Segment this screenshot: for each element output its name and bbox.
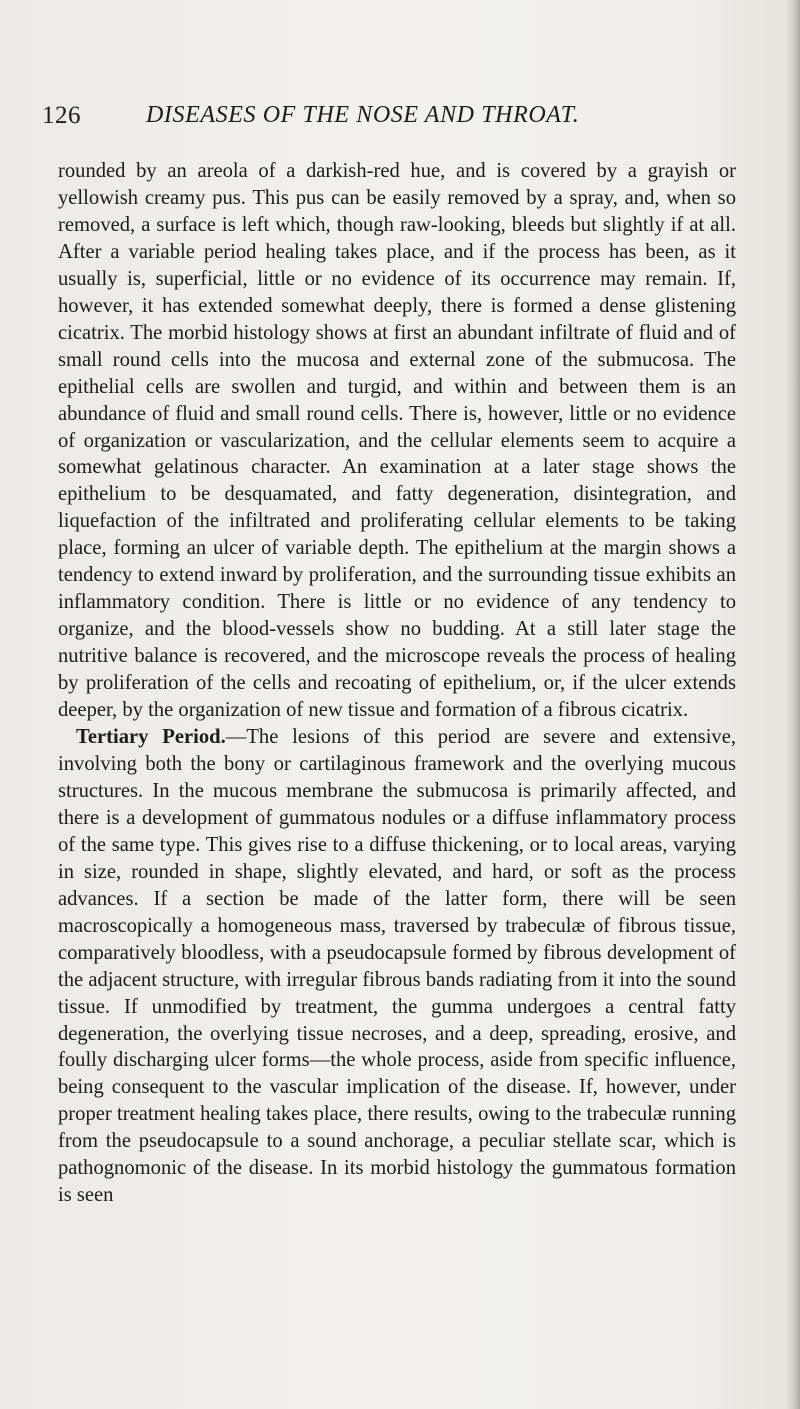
paragraph-text: rounded by an areola of a darkish-red hue, and is covered by a grayish or yellowish creamy pus. This pus can be easily removed by a spray, and, when so removed, a surface is left which, though raw-looking, bleeds but slightly if at all. After a variable period healing takes place, and if the process has been, as it usually is, superficial, little or no evidence of its occurrence may remain. If, however, it has extended somewhat deeply, there is formed a dense glistening cicatrix. The morbid histology shows at first an abundant infiltrate of fluid and of small round cells into the mucosa and external zone of the submucosa. The epithelial cells are swollen and turgid, and within and between them is an abundance of fluid and small round cells. There is, however, little or no evidence of organization or vascularization, and the cellular elements seem to acquire a somewhat gelatinous character. An examination at a later stage shows the epithelium to be desquamated, and fatty degeneration, disintegration, and liquefaction of the infiltrated and proliferating cellular elements to be taking place, forming an ulcer of variable depth. The epithelium at the margin shows a tendency to extend inward by proliferation, and the surrounding tissue exhibits an inflammatory condition. There is little or no evidence of any tendency to organize, and the blood-vessels show no budding. At a still later stage the nutritive balance is recovered, and the microscope reveals the process of healing by proliferation of the cells and recoating of epithelium, or, if the ulcer extends deeper, by the organization of new tissue and formation of a fibrous cicatrix. [58,160,736,722]
paragraph-text: —The lesions of this period are severe and extensive, involving both the bony or cartilaginous framework and the overlying mucous structures. In the mucous membrane the submucosa is primarily affected, and there is a development of gummatous nodules or a diffuse inflammatory process of the same type. This gives rise to a diffuse thickening, or to local areas, varying in size, rounded in shape, slightly elevated, and hard, or soft as the process advances. If a section be made of the latter form, there will be seen macroscopically a homogeneous mass, traversed by trabeculæ of fibrous tissue, comparatively bloodless, with a pseudocapsule formed by fibrous development of the adjacent structure, with irregular fibrous bands radiating from it into the sound tissue. If unmodified by treatment, the gumma undergoes a central fatty degeneration, the overlying tissue necroses, and a deep, spreading, erosive, and foully discharging ulcer forms—the whole process, aside from specific influence, being consequent to the vascular implication of the disease. If, however, under proper treatment healing takes place, there results, owing to the trabeculæ running from the pseudocapsule to a sound anchorage, a peculiar stellate scar, which is pathognomonic of the disease. In its morbid histology the gummatous formation is seen [58,726,737,1207]
running-title: DISEASES OF THE NOSE AND THROAT. [146,102,580,128]
body-text [58,158,736,1209]
page-number: 126 [42,102,81,129]
paragraph-continuation [58,158,736,724]
page-edge-shadow [786,0,800,1409]
page-header [42,102,742,138]
section-heading: Tertiary Period. [76,726,226,749]
paragraph-tertiary-period [58,724,736,1209]
